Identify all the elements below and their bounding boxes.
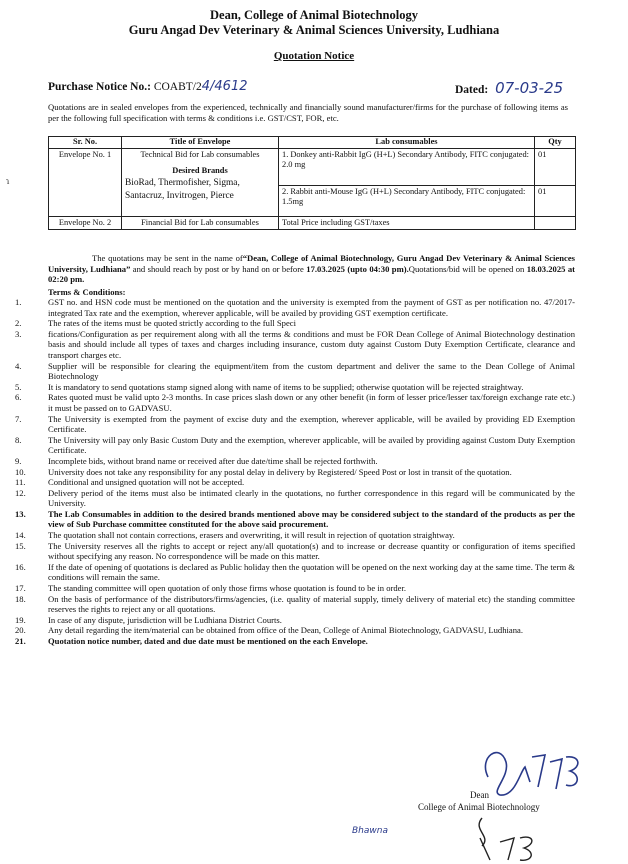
table-header-row [49,137,576,149]
condition-item [0,414,628,435]
condition-item [0,488,628,509]
env1-title: Technical Bid for Lab consumables [140,149,260,159]
env1-sr: Envelope No. 1 [49,148,122,216]
condition-number: 21. [15,636,26,646]
condition-text: The University is exempted from the payment of excise duty and the exemption, wherever applicable, will be availed by providing ED Exemption Certificate. [48,413,575,435]
condition-text: The Lab Consumables in addition to the desired brands mentioned above may be considered subject to the standard of the products as per the view of Sub Purchase committee constituted for the above said procurement. [48,508,575,530]
condition-item [0,318,628,329]
condition-text: It is mandatory to send quotations stamp signed along with name of items to be supplied; otherwise quotation will be rejected straightway. [48,381,524,392]
condition-item [0,615,628,626]
condition-number: 12. [15,487,26,498]
condition-text: Delivery period of the items must also be intimated clearly in the quotations, no further correspondence in this regard will be communicated by the University. [48,487,575,509]
condition-text: If the date of opening of quotations is declared as Public holiday then the quotation will be opened on the next working day at the same time. The term & conditions will remain the same. [48,561,575,583]
sub-bold-1: “Dean, College of Animal Biotechnology, Guru Angad Dev Veterinary & Animal Sciences University, Ludhiana” [48,253,575,274]
header-line-2: Guru Angad Dev Veterinary & Animal Sciences University, Ludhiana [128,23,500,37]
sub-bold-2: 17.03.2025 (upto 04:30 pm). [306,263,409,274]
condition-number: 11. [15,477,26,488]
condition-text: University does not take any responsibility for any postal delay in delivery by Registered/ Speed Post or lost in transit of the quotation. [48,466,512,477]
table-row [49,148,576,185]
condition-number: 20. [15,625,26,636]
condition-item [0,625,628,636]
condition-number: 8. [15,434,22,445]
th-qty: Qty [535,137,576,149]
th-lab: Lab consumables [279,137,535,149]
notice-title: Quotation Notice [273,50,355,62]
condition-number: 2. [15,318,22,329]
condition-item [0,562,628,583]
condition-number: 14. [15,530,26,541]
sub-text-1: The quotations may be sent in the name of [92,253,243,263]
condition-number: 5. [15,381,22,392]
items-table [48,136,576,230]
condition-number: 13. [15,508,26,519]
condition-number: 10. [15,466,26,477]
condition-text: Supplier will be responsible for clearing the equipment/item from the custom department and deliver the same to the Dean College of Animal Biotechnology [48,360,575,382]
condition-number: 1. [15,297,22,307]
condition-item [0,467,628,478]
condition-number: 17. [15,583,26,594]
condition-item [0,297,628,318]
sub-text-2: and should reach by post or by hand on or before [130,263,307,274]
th-sr: Sr. No. [49,137,122,149]
dated [455,79,563,97]
condition-text: fications/Configuration as per requirement along with all the terms & conditions and must be FOR Dean College of Animal Biotechnology destination basis and should include all types of taxes and charges including insurance, custom duty against Custom Duty Exemption Certificate, clearance and transport charges etc. [48,328,575,360]
condition-number: 9. [15,455,22,466]
condition-number: 16. [15,561,26,572]
condition-item [0,456,628,467]
condition-text: The standing committee will open quotation of only those firms whose quotation is found to be in order. [48,583,407,594]
condition-item [0,392,628,413]
condition-text: Any detail regarding the item/material can be obtained from office of the Dean, College of Animal Biotechnology, GADVASU, Ludhiana. [48,625,523,636]
condition-text: Incomplete bids, without brand name or received after due date/time shall be rejected forthwith. [48,455,378,466]
brands-title: Desired Brands [172,166,228,175]
secondary-signature [470,808,550,864]
purchase-handwritten: 4/4612 [201,79,248,94]
brands-list: BioRad, Thermofisher, Sigma, Santacruz, Invitrogen, Pierce [125,177,240,201]
margin-mark: ɿ [6,176,10,187]
condition-number: 6. [15,392,22,403]
condition-text: Conditional and unsigned quotation will not be accepted. [48,477,245,488]
condition-text: GST no. and HSN code must be mentioned on the quotation and the university is exempted from the payment of GST as per notification no. 47/2017-integrated Tax rate and the exemption, wherever applicable, will be availed by providing GST exemption certificate. [48,297,575,318]
condition-text: On the basis of performance of the distributors/firms/agencies, (i.e. quality of material supply, timely delivery of material etc) the standing committee reserves the rights to reject any or all quotations. [48,593,575,615]
terms-title: Terms & Conditions: [48,287,126,297]
condition-text: Quotation notice number, dated and due date must be mentioned on the each Envelope. [48,636,368,646]
purchase-notice-number [48,79,248,94]
item-2-desc: 2. Rabbit anti-Mouse IgG (H+L) Secondary Antibody, FITC conjugated: 1.5mg [279,185,535,216]
condition-item [0,636,628,647]
header-line-1: Dean, College of Animal Biotechnology [210,8,418,22]
item-1-desc: 1. Donkey anti-Rabbit IgG (H+L) Secondary Antibody, FITC conjugated: 2.0 mg [279,148,535,185]
condition-item [0,583,628,594]
condition-item [0,382,628,393]
env2-qty [535,216,576,230]
dean-title: Dean [470,790,489,800]
sub-bold-3: 18.03.2025 at 02:20 pm. [48,263,576,285]
th-title: Title of Envelope [122,137,279,149]
condition-number: 19. [15,614,26,625]
condition-text: The University will pay only Basic Custom Duty and the exemption, wherever applicable, will be availed by providing against Custom Duty Exemption Certificate. [48,434,575,456]
condition-item [0,594,628,615]
purchase-value: COABT/2 [153,81,202,93]
env1-title-cell [122,148,279,216]
dated-label: Dated: [455,84,489,96]
intro-paragraph: Quotations are in sealed envelopes from the experienced, technically and financially sound manufacturer/firms for the purchase of following items as per the following full specification with terms & conditions i.e. GST/CST, FOR, etc. [48,102,568,123]
env2-desc: Total Price including GST/taxes [279,216,535,230]
condition-item [0,435,628,456]
condition-item [0,361,628,382]
condition-text: Rates quoted must be valid upto 2-3 months. In case prices slash down or any other benefit (in form of lesser price/lesser tax/foreign exchange rate etc.) it must be passed on to GADVASU. [48,392,575,413]
condition-number: 4. [15,360,22,371]
condition-text: The University reserves all the rights to accept or reject any/all quotation(s) and to increase or decrease quantity or configuration of items specified without specifying any reason. No correspondence will be made on this matter. [48,540,575,562]
table-row [49,216,576,230]
submission-paragraph [48,253,575,285]
purchase-label: Purchase Notice No.: [48,81,151,93]
condition-number: 7. [15,413,22,424]
condition-item [0,477,628,488]
condition-item [0,509,628,530]
condition-item [0,541,628,562]
condition-item [0,329,628,361]
condition-text: The rates of the items must be quoted strictly according to the full Speci [48,318,296,329]
env2-sr: Envelope No. 2 [49,216,122,230]
condition-text: In case of any dispute, jurisdiction will be Ludhiana District Courts. [48,614,282,625]
condition-number: 3. [15,328,22,339]
initials: Bhawna [352,826,388,836]
env2-title: Financial Bid for Lab consumables [122,216,279,230]
sub-text-3: Quotations/bid will be opened on [408,263,527,274]
condition-item [0,530,628,541]
conditions-list [0,297,628,647]
condition-number: 15. [15,540,26,551]
dean-org: College of Animal Biotechnology [418,802,540,812]
dated-handwritten: 07-03-25 [495,79,564,97]
condition-number: 18. [15,593,26,604]
condition-text: The quotation shall not contain corrections, erasers and overwriting, it will result in rejection of quotation straightway. [48,530,455,541]
item-2-qty: 01 [535,185,576,216]
item-1-qty: 01 [535,148,576,185]
